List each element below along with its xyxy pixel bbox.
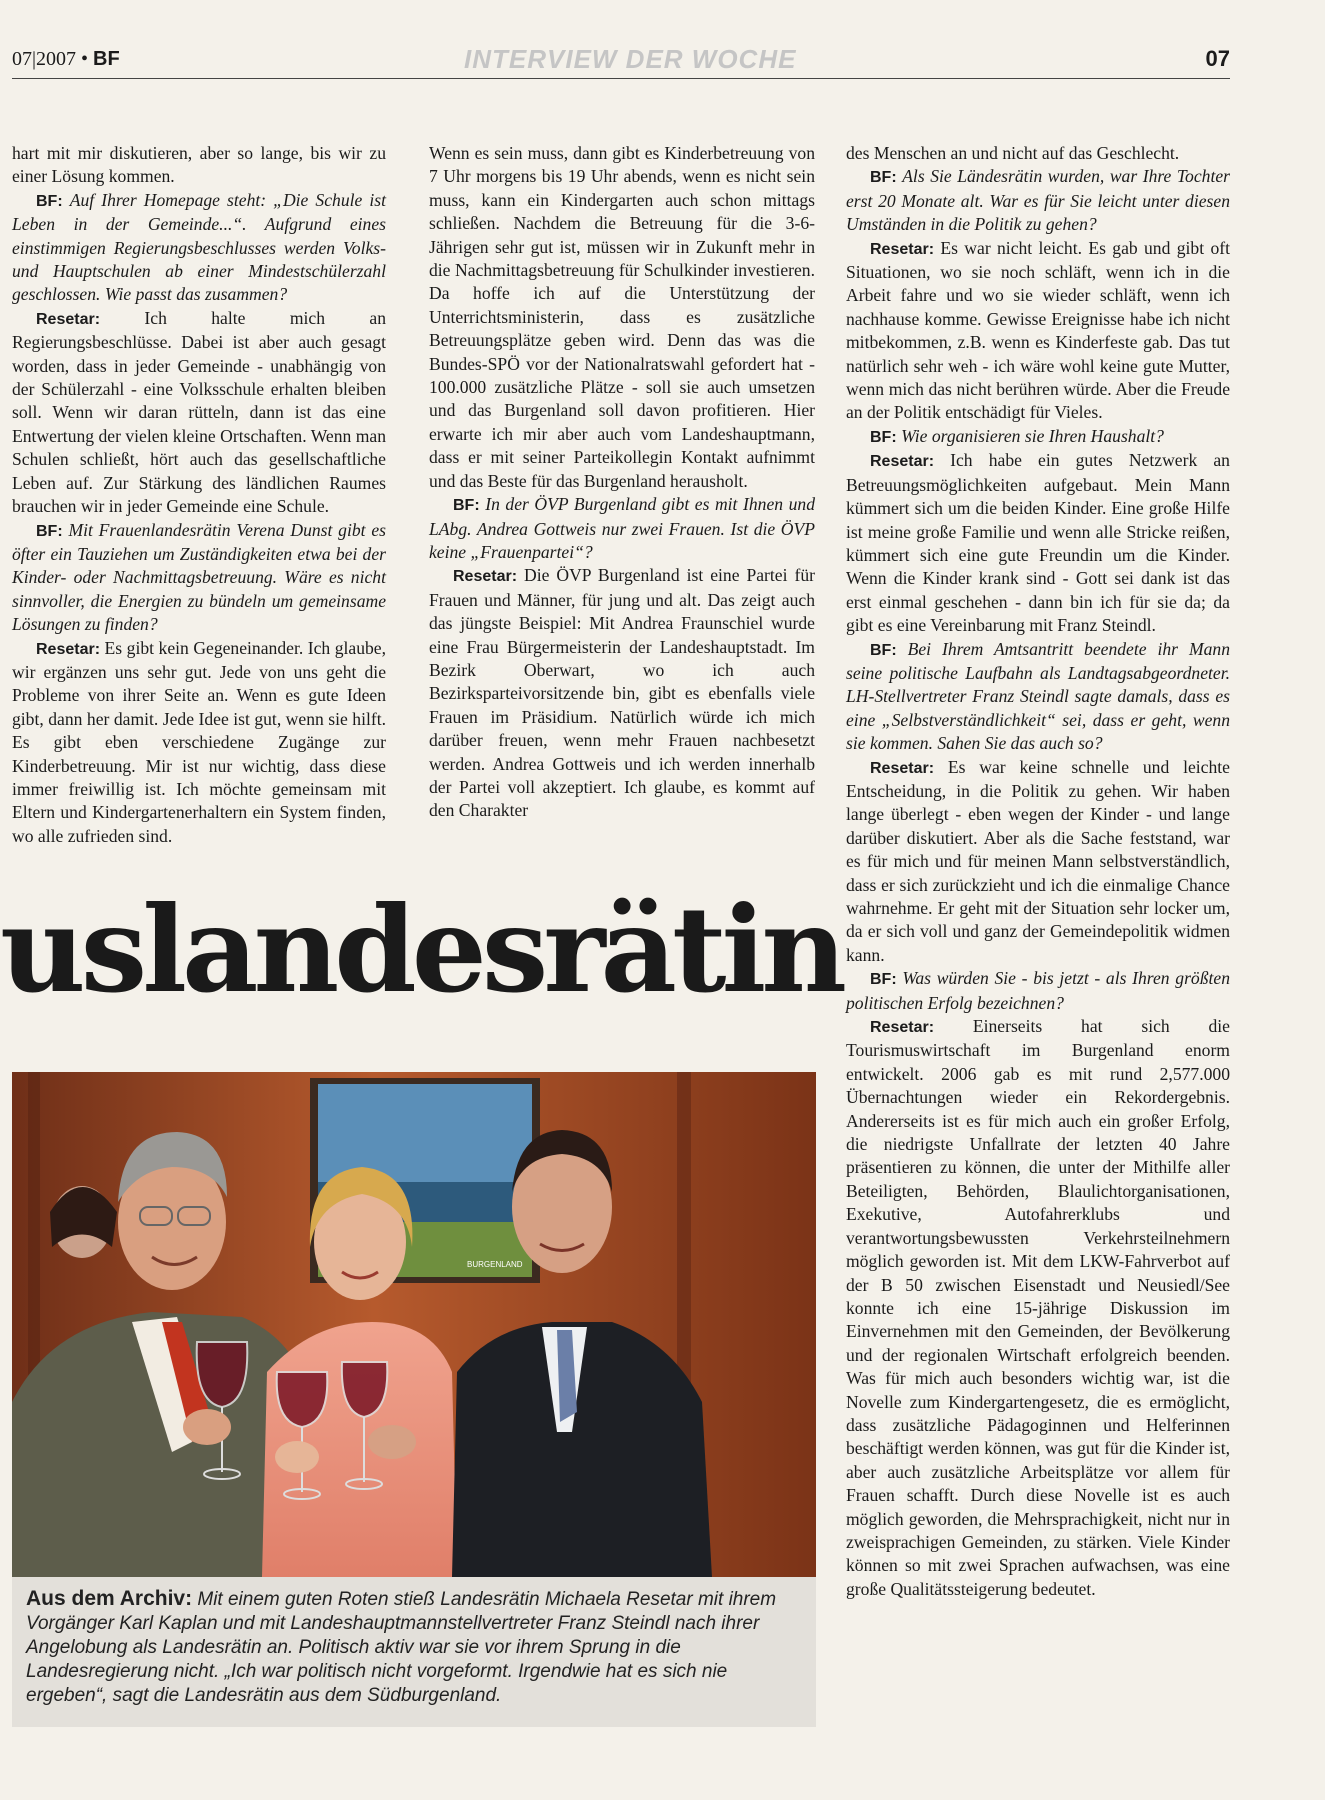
issue-number: 07|2007 [12,48,77,70]
speaker-label: BF: [36,522,63,540]
header-rule [12,78,1230,79]
question-paragraph [429,493,815,564]
bullet: • [81,48,89,70]
answer-paragraph [846,449,1230,637]
speaker-label: Resetar: [870,453,935,471]
photo-caption [12,1577,816,1727]
answer-paragraph [846,1015,1230,1601]
paragraph-text: Es war keine schnelle und leichte Entscheidung, in die Politik zu gehen. Wir haben lange überlegt - eben wegen der Kinder - und lange darüber diskutiert. Aber als die Sache feststand, war es für mich und für meinen Mann selbstverständlich, dass er sich zurückzieht und ich die einmalige Chance wahrnehme. Er geht mit der Situation sehr locker um, da er sich voll und ganz der Gemeindepolitik widmen kann. [846,756,1230,965]
brand: BF [93,48,120,70]
page-number: 07 [1205,46,1230,71]
answer-paragraph [846,756,1230,968]
paragraph-text: Wenn es sein muss, dann gibt es Kinderbetreuung von 7 Uhr morgens bis 19 Uhr abends, wenn es nicht sein muss, kann ein Kindergarten auch schon mittags schließen. Nachdem die Betreuung für die 3-6-Jährigen sehr gut ist, müssen wir in Zukunft mehr in die Nachmittagsbetreuung für Schulkinder investieren. Da hoffe ich auf die Unterstützung der Unterrichtsministerin, dass es zusätzliche Betreuungsplätze geben wird. Denn das was die Bundes-SPÖ vor der Nationalratswahl gefordert hat - 100.000 zusätzliche Plätze - soll sie auch umsetzen und das Burgenland soll davon profitieren. Hier erwarte ich mir aber auch vom Landeshauptmann, dass er mit seiner Parteikollegin Kontakt aufnimmt und das Beste für das Burgenland herausholt. [429,143,815,491]
speaker-label: Resetar: [36,640,101,658]
speaker-label: Resetar: [870,759,935,777]
answer-paragraph [846,142,1230,165]
answer-paragraph [846,237,1230,425]
question-paragraph [12,189,386,307]
speaker-label: Resetar: [36,310,101,328]
paragraph-text: Bei Ihrem Amtsantritt beendete ihr Mann seine politische Laufbahn als Landtagsabgeordneter. LH-Stellvertreter Franz Steindl sagte damals, dass es eine „Selbstverständlichkeit“ sei, dass er geht, wenn sie kommen. Sahen Sie das auch so? [846,638,1230,754]
caption-label: Aus dem Archiv: [26,1587,193,1610]
paragraph-text: Wie organisieren sie Ihren Haushalt? [901,425,1164,446]
issue-line [12,48,120,71]
question-paragraph [846,165,1230,236]
paragraph-text: Ich halte mich an Regierungsbeschlüsse. Dabei ist aber auch gesagt worden, dass in jeder Gemeinde - unabhängig von der Schülerzahl - eine Volksschule erhalten bleiben soll. Wenn wir daran rütteln, dann ist das eine Entwertung der vielen kleine Ortschaften. Wenn man Schulen schließt, hört auch das gesellschaftliche Leben auf. Zur Stärkung des ländlichen Raumes brauchen wir in jeder Gemeinde eine Schule. [12,307,386,517]
speaker-label: BF: [870,971,897,989]
photo-illustration [12,1072,816,1577]
question-paragraph [12,519,386,637]
text-column-3 [846,142,1230,1601]
paragraph-text: Auf Ihrer Homepage steht: „Die Schule ist Leben in der Gemeinde...“. Aufgrund eines einstimmigen Regierungsbeschlusses werden Volks- und Hauptschulen ab einer Mindestschülerzahl geschlossen. Wie passt das zusammen? [12,189,386,305]
speaker-label: BF: [870,428,897,446]
answer-paragraph [12,307,386,519]
paragraph-text: Mit Frauenlandesrätin Verena Dunst gibt es öfter ein Tauziehen um Zuständigkeiten etwa bei der Kinder- oder Nachmittagsbetreuung. Wäre es nicht sinnvoller, die Energien zu bündeln um gemeinsame Lösungen zu finden? [12,519,386,635]
headline: uslandesrätin [0,880,843,1019]
section-title: INTERVIEW DER WOCHE [464,44,797,74]
paragraph-text: In der ÖVP Burgenland gibt es mit Ihnen und LAbg. Andrea Gottweis nur zwei Frauen. Ist die ÖVP keine „Frauenpartei“? [429,494,815,562]
answer-paragraph [12,142,386,189]
question-paragraph [846,638,1230,756]
answer-paragraph [12,637,386,849]
speaker-label: BF: [453,497,480,515]
poster-caption: BURGENLAND [467,1260,523,1269]
speaker-label: BF: [870,169,897,187]
paragraph-text: Was würden Sie - bis jetzt - als Ihren größten politischen Erfolg bezeichnen? [846,968,1230,1013]
speaker-label: Resetar: [453,568,518,586]
paragraph-text: Die ÖVP Burgenland ist eine Partei für Frauen und Männer, für jung und alt. Das zeigt auch das jüngste Beispiel: Mit Andrea Fraunschiel wurde eine Frau Bürgermeisterin der Landeshauptstadt. Im Bezirk Oberwart, wo ich auch Bezirksparteivorsitzende bin, gibt es ebenfalls viele Frauen im Präsidium. Natürlich würde ich mich darüber freuen, wenn mehr Frauen nachbesetzt werden. Andrea Gottweis und ich werden innerhalb der Partei voll akzeptiert. Ich glaube, es kommt auf den Charakter [429,565,815,821]
paragraph-text: hart mit mir diskutieren, aber so lange, bis wir zu einer Lösung kommen. [12,143,386,187]
paragraph-text: Ich habe ein gutes Netzwerk an Betreuungsmöglichkeiten aufgebaut. Mein Mann kümmert sich um die beiden Kinder. Eine große Hilfe ist meine große Familie und wenn alle Stricke reißen, kümmert sich eine gute Freundin um die Kinder. Wenn die Kinder krank sind - Gott sei dank ist das erst einmal geschehen - dann bin ich für sie da; da gibt es eine Vereinbarung mit Franz Steindl. [846,450,1230,636]
paragraph-text: des Menschen an und nicht auf das Geschlecht. [846,143,1180,163]
answer-paragraph [429,564,815,822]
text-column-2 [429,142,815,823]
paragraph-text: Es gibt kein Gegeneinander. Ich glaube, wir ergänzen uns sehr gut. Jede von uns geht die Probleme von ihrer Seite an. Wenn es gute Ideen gibt, dann her damit. Jede Idee ist gut, wenn sie hilft. Es gibt eben verschiedene Zugänge zur Kinderbetreuung. Mir ist nur wichtig, dass diese immer freiwillig ist. Ich möchte gemeinsam mit Eltern und Kindergartenerhaltern ein System finden, wo alle zufrieden sind. [12,637,386,846]
paragraph-text: Als Sie Ländesrätin wurden, war Ihre Tochter erst 20 Monate alt. War es für Sie leicht unter diesen Umständen in die Politik zu gehen? [846,166,1231,235]
question-paragraph [846,967,1230,1015]
paragraph-text: Einerseits hat sich die Tourismuswirtschaft im Burgenland enorm entwickelt. 2006 gab es mit rund 2,577.000 Übernachtungen wieder ein Rekordergebnis. Andererseits ist es für mich auch ein großer Erfolg, die niedrigste Unfallrate der letzten 40 Jahre präsentieren zu können, die unter der Mithilfe aller Beteiligten, Behörden, Blaulichtorganisationen, Exekutive, Autofahrerklubs und verantwortungsbewussten Verkehrsteilnehmern möglich geworden ist. Mit dem LKW-Fahrverbot auf der B 50 zwischen Eisenstadt und Neusiedl/See konnte ich eine 15-jährige Diskussion im Einvernehmen mit den Gemeinden, der Bevölkerung und der regionalen Wirtschaft erfolgreich beenden. Was für mich auch besonders wichtig war, ist die Novelle zum Kindergartengesetz, die es ermöglicht, dass zusätzliche Pädagoginnen und Helferinnen beschäftigt werden können, was gut für die Kinder ist, aber auch zusätzliche Arbeitsplätze vor allem für Frauen schafft. Durch diese Novelle ist es auch möglich geworden, die Mehrsprachigkeit, nicht nur in zweisprachigen Gemeinden, zu stärken. Viele Kinder können so mit zwei Sprachen aufwachsen, was eine große Qualitätssteigerung bedeutet. [846,1016,1230,1599]
speaker-label: Resetar: [870,240,935,258]
page-header [12,44,1230,80]
archive-photo [12,1072,816,1577]
speaker-label: BF: [870,641,897,659]
answer-paragraph [429,142,815,493]
question-paragraph [846,425,1230,449]
caption-text: Mit einem guten Roten stieß Landesrätin Michaela Resetar mit ihrem Vorgänger Karl Kaplan und mit Landeshauptmannstellvertreter Franz Steindl nach ihrer Angelobung als Landesrätin an. Politisch aktiv war sie vor ihrem Sprung in die Landesregierung nicht. „Ich war politisch nicht vorgeformt. Irgendwie hat es sich nie ergeben“, sagt die Landesrätin aus dem Südburgenland. [26,1589,777,1706]
paragraph-text: Es war nicht leicht. Es gab und gibt oft Situationen, wo sie noch schläft, wenn ich in die Arbeit fahre und wo sie wieder schläft, wenn ich nachhause komme. Gewisse Ereignisse habe ich nicht mitbekommen, z.B. wenn es Kinderfeste gab. Das tut natürlich sehr weh - ich wäre wohl keine gute Mutter, wenn mich das nicht berühren würde. Aber die Freude an der Politik entschädigt für Vieles. [846,237,1230,423]
speaker-label: BF: [36,192,63,210]
speaker-label: Resetar: [870,1019,935,1037]
text-column-1 [12,142,386,848]
